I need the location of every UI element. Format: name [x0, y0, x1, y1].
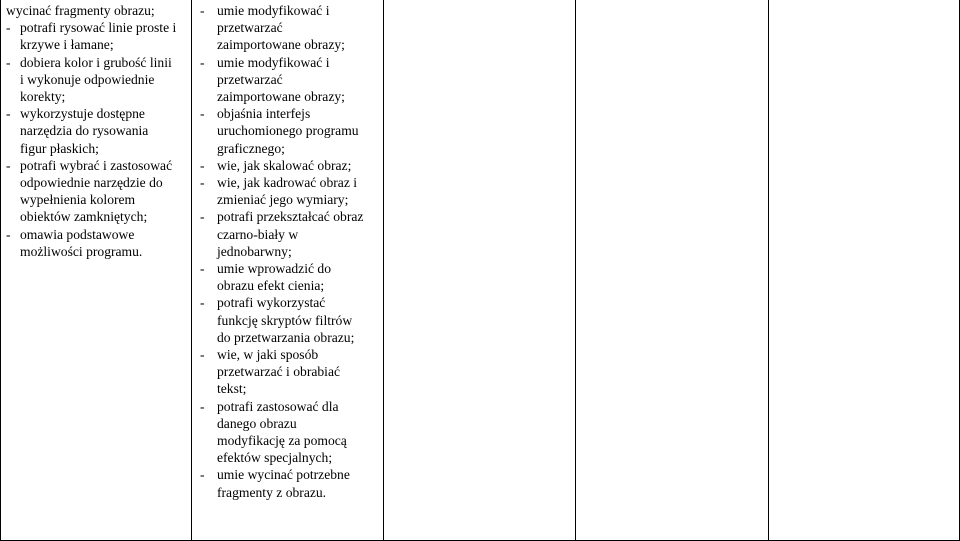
column-border	[0, 0, 1, 541]
list-item	[200, 208, 386, 260]
text-line: uruchomionego programu	[217, 123, 359, 139]
cell-column-1	[6, 2, 190, 260]
list-item-text	[217, 294, 386, 346]
text-line: możliwości programu.	[20, 243, 143, 259]
text-line: odpowiednie narzędzie do	[20, 175, 163, 191]
text-line: potrafi rysować linie proste i	[20, 20, 177, 36]
text-line: graficznego;	[217, 140, 285, 156]
list-item	[6, 105, 190, 157]
text-line: wie, jak kadrować obraz i	[217, 175, 358, 191]
list-item-text	[217, 174, 386, 208]
text-line: do przetwarzania obrazu;	[217, 329, 355, 345]
text-line: jednobarwny;	[217, 243, 292, 259]
bullet-dash: -	[6, 226, 11, 242]
text-line: potrafi przekształcać obraz	[217, 209, 364, 225]
bullet-list	[6, 19, 190, 260]
list-item-text	[217, 398, 386, 467]
bullet-dash: -	[6, 106, 11, 122]
bullet-dash: -	[200, 347, 205, 363]
text-line: obrazu efekt cienia;	[217, 278, 325, 294]
list-item-text	[20, 157, 190, 226]
list-item	[200, 294, 386, 346]
column-border	[575, 0, 576, 541]
text-line: obiektów zamkniętych;	[20, 209, 148, 225]
list-item-text	[20, 54, 190, 106]
text-line: umie modyfikować i	[217, 54, 330, 70]
list-item-text	[217, 466, 386, 500]
bullet-dash: -	[200, 175, 205, 191]
text-line: omawia podstawowe	[20, 226, 135, 242]
bullet-dash: -	[200, 157, 205, 173]
list-item	[200, 466, 386, 500]
text-line: figur płaskich;	[20, 140, 99, 156]
bullet-dash: -	[6, 54, 11, 70]
list-item-text	[217, 157, 386, 174]
continued-line: wycinać fragmenty obrazu;	[6, 3, 155, 18]
list-item	[200, 174, 386, 208]
list-item-text	[217, 260, 386, 294]
bullet-dash: -	[6, 157, 11, 173]
list-item	[200, 260, 386, 294]
text-line: fragmenty z obrazu.	[217, 484, 327, 500]
text-line: przetwarzać	[217, 20, 283, 36]
list-item	[6, 226, 190, 260]
text-line: narzędzia do rysowania	[20, 123, 149, 139]
bullet-dash: -	[200, 398, 205, 414]
text-line: krzywe i łamane;	[20, 37, 114, 53]
text-line: dobiera kolor i grubość linii	[20, 54, 172, 70]
bullet-dash: -	[200, 261, 205, 277]
text-line: korekty;	[20, 89, 66, 105]
text-line: umie wprowadzić do	[217, 261, 332, 277]
text-line: wie, jak skalować obraz;	[217, 157, 352, 173]
bullet-dash: -	[200, 3, 205, 18]
text-line: funkcję skryptów filtrów	[217, 312, 353, 328]
list-item-text	[20, 19, 190, 53]
text-line: tekst;	[217, 381, 247, 397]
bullet-list	[200, 2, 386, 501]
bullet-dash: -	[200, 209, 205, 225]
text-line: zmieniać jego wymiary;	[217, 192, 349, 208]
text-line: wykorzystuje dostępne	[20, 106, 145, 122]
list-item	[200, 398, 386, 467]
bullet-dash: -	[200, 295, 205, 311]
text-line: potrafi zastosować dla	[217, 398, 339, 414]
list-item-text	[217, 346, 386, 398]
list-item	[200, 2, 386, 54]
text-line: umie modyfikować i	[217, 3, 330, 18]
bullet-dash: -	[200, 467, 205, 483]
text-line: potrafi wykorzystać	[217, 295, 326, 311]
bullet-dash: -	[200, 54, 205, 70]
list-item	[6, 157, 190, 226]
list-item	[6, 54, 190, 106]
text-line: wypełnienia kolorem	[20, 192, 136, 208]
list-item-text	[217, 2, 386, 54]
column-border	[191, 0, 192, 541]
list-item	[200, 105, 386, 157]
text-line: potrafi wybrać i zastosować	[20, 157, 173, 173]
text-line: czarno-biały w	[217, 226, 299, 242]
list-item	[200, 157, 386, 174]
text-line: przetwarzać i obrabiać	[217, 364, 341, 380]
cell-column-2	[200, 2, 386, 501]
column-border	[768, 0, 769, 541]
list-item-text	[20, 105, 190, 157]
text-line: zaimportowane obrazy;	[217, 37, 345, 53]
list-item-text	[217, 208, 386, 260]
list-item-text	[217, 105, 386, 157]
text-line: i wykonuje odpowiednie	[20, 71, 155, 87]
text-line: wie, w jaki sposób	[217, 347, 319, 363]
list-item-text	[217, 54, 386, 106]
list-item	[6, 19, 190, 53]
list-item-text	[20, 226, 190, 260]
text-line: objaśnia interfejs	[217, 106, 311, 122]
bullet-dash: -	[6, 20, 11, 36]
list-item	[200, 346, 386, 398]
text-line: efektów specjalnych;	[217, 450, 333, 466]
bullet-dash: -	[200, 106, 205, 122]
text-line: danego obrazu	[217, 415, 297, 431]
text-line: umie wycinać potrzebne	[217, 467, 350, 483]
text-line: przetwarzać	[217, 71, 283, 87]
list-item	[200, 54, 386, 106]
text-line: zaimportowane obrazy;	[217, 89, 345, 105]
text-line: modyfikację za pomocą	[217, 433, 347, 449]
